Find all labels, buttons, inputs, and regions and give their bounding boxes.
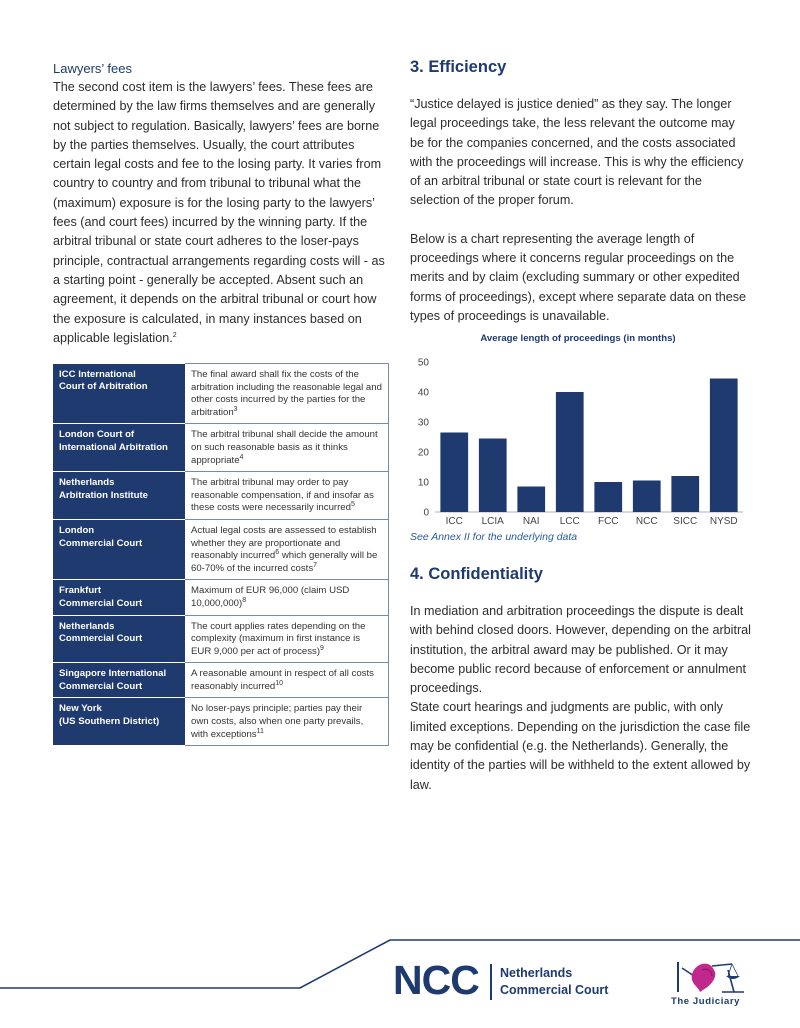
institution-name-line1: Netherlands <box>59 477 115 489</box>
cost-rule-cell <box>185 472 389 520</box>
x-tick-label: ICC <box>445 516 463 527</box>
x-tick-label: NYSD <box>709 516 738 527</box>
x-tick-label: FCC <box>597 516 619 527</box>
institution-name-line1: Singapore International <box>59 668 167 680</box>
right-column <box>410 56 750 326</box>
institution-cell <box>53 580 185 615</box>
ncc-logo-divider <box>490 964 492 1000</box>
cost-rule-cell <box>185 615 389 663</box>
institution-name-line2: (US Southern District) <box>59 716 160 728</box>
institution-cell <box>53 424 185 472</box>
institution-cell <box>53 472 185 520</box>
efficiency-heading: 3. Efficiency <box>410 58 507 76</box>
bar-lcia <box>479 439 507 513</box>
institution-name-line2: Commercial Court <box>59 597 143 609</box>
lawyers-fees-paragraph: The second cost item is the lawyers’ fees. These fees are determined by the law firms themselves and are generally not subject to regulation. Basically, lawyers’ fees are borne by the parties themselves. Usually, the court attributes certain legal costs and fee to the losing party. It varies from country to country and from tribunal to tribunal what the (maximum) exposure is for the losing party to the lawyers’ fees (and court fees) incurred by the winning party. If the arbitral tribunal or state court adheres to the loser-pays principle, contractual arrangements regarding costs will - as a starting point - generally be accepted. Absent such an agreement, it depends on the arbitral tribunal or court how the exposure is calculated, in many instances based on applicable legislation.$^2$ <box>53 80 385 345</box>
bar-nysd <box>710 379 738 513</box>
table-row <box>53 364 389 424</box>
institution-cell <box>53 364 185 424</box>
cost-rule-text: Actual legal costs are assessed to establish whether they are proportionate and reasonably incurred <box>191 524 377 562</box>
cost-rule-cell <box>185 580 389 615</box>
table-row <box>53 519 389 579</box>
institution-cell <box>53 698 185 746</box>
lawyers-fees-subheading: Lawyers’ fees <box>53 61 132 76</box>
table-row <box>53 615 389 663</box>
table-row <box>53 698 389 746</box>
footnote-ref[interactable]: 4 <box>239 453 244 461</box>
footnote-ref[interactable]: 11 <box>256 727 264 735</box>
ncc-logo-line1: Netherlands <box>500 966 573 980</box>
footnote-ref[interactable]: 2 <box>172 331 177 339</box>
institution-name-line1: Netherlands <box>59 620 115 632</box>
y-tick-label: 40 <box>417 387 429 399</box>
cost-rule-text: The arbitral tribunal may order to pay reasonable compensation, if and insofar as these costs were necessarily incurred <box>191 477 374 514</box>
x-tick-label: SICC <box>673 516 698 527</box>
institution-name-line1: ICC International <box>59 368 136 380</box>
y-tick-label: 50 <box>417 357 429 369</box>
cost-rule-cell <box>185 519 389 579</box>
left-column <box>53 56 389 348</box>
institution-cell <box>53 663 185 698</box>
bar-sicc <box>671 476 699 512</box>
institution-name-line2: Commercial Court <box>59 633 143 645</box>
institution-name-line1: London <box>59 524 95 536</box>
footnote-ref[interactable]: 7 <box>313 561 318 569</box>
proceedings-length-bar-chart <box>405 350 745 530</box>
y-tick-label: 20 <box>417 447 429 459</box>
confidentiality-paragraph-1: In mediation and arbitration proceedings the dispute is dealt with behind closed doors. However, depending on the arbitral institution, the arbitral award may be published. Or it may become public record because of enforcement or annulment proceedings. <box>410 604 751 696</box>
confidentiality-heading: 4. Confidentiality <box>410 565 543 583</box>
institution-cell <box>53 615 185 663</box>
footnote-ref[interactable]: 6 <box>275 548 280 556</box>
institution-name-line2: International Arbitration <box>59 441 168 453</box>
table-row <box>53 424 389 472</box>
judiciary-label: The Judiciary <box>671 996 741 1007</box>
lawyers-fees-table <box>53 363 389 746</box>
y-tick-label: 10 <box>417 477 429 489</box>
footnote-ref[interactable]: 9 <box>320 644 324 652</box>
cost-rule-text: No loser-pays principle; parties pay their own costs, also when one party prevails, with exceptions <box>191 703 364 740</box>
chart-title: Average length of proceedings (in months) <box>480 333 676 344</box>
x-tick-label: LCIA <box>481 516 504 527</box>
institution-name-line1: Frankfurt <box>59 585 102 597</box>
confidentiality-paragraph-2: State court hearings and judgments are public, with only limited exceptions. Depending on the jurisdiction the case file may be confidential (e.g. the Netherlands). Generally, the identity of the parties will be withheld to the extent allowed by law. <box>410 700 751 792</box>
cost-rule-text: A reasonable amount in respect of all costs reasonably incurred <box>191 668 374 692</box>
cost-rule-cell <box>185 698 389 746</box>
bar-ncc <box>633 481 661 513</box>
footnote-ref[interactable]: 3 <box>233 405 238 413</box>
bar-fcc <box>594 482 622 512</box>
ncc-logo-line2: Commercial Court <box>500 983 609 997</box>
institution-name-line2: Court of Arbitration <box>59 381 148 393</box>
cost-rule-text: The arbitral tribunal shall decide the amount on such reasonable basis as it thinks appropriate <box>191 429 378 466</box>
x-tick-label: LCC <box>559 516 580 527</box>
x-tick-label: NCC <box>635 516 658 527</box>
cost-rule-text: The final award shall fix the costs of the arbitration including the reasonable legal and other costs incurred by the parties for the arbitration <box>191 369 382 418</box>
table-row <box>53 472 389 520</box>
annex-note: See Annex II for the underlying data <box>410 531 578 543</box>
institution-cell <box>53 519 185 579</box>
efficiency-paragraph-1: “Justice delayed is justice denied” as they say. The longer legal proceedings take, the less relevant the outcome may be for the companies concerned, and the costs associated with the proceedings will increase. This is why the efficiency of an arbitral tribunal or state court is relevant for the selection of the proper forum. <box>410 97 744 208</box>
cost-rule-cell <box>185 364 389 424</box>
x-tick-label: NAI <box>522 516 540 527</box>
bar-icc <box>440 433 468 513</box>
efficiency-paragraph-2: Below is a chart representing the average length of proceedings where it concerns regular proceedings on the merits and by claim (excluding summary or other expedited forms of proceedings), except where separate data on these types of proceedings is unavailable. <box>410 231 747 323</box>
ncc-logo-abbr: NCC <box>393 957 479 1003</box>
footnote-ref[interactable]: 8 <box>242 596 247 604</box>
institution-name-line1: New York <box>59 703 102 715</box>
cost-rule-text: Maximum of EUR 96,000 (claim USD 10,000,000) <box>191 585 350 609</box>
cost-rule-text-cont: which generally will be 60-70% of the incurred costs <box>191 550 378 574</box>
cost-rule-cell <box>185 663 389 698</box>
institution-name-line2: Arbitration Institute <box>59 489 149 501</box>
footnote-ref[interactable]: 5 <box>350 501 355 509</box>
institution-name-line2: Commercial Court <box>59 537 143 549</box>
institution-name-line2: Commercial Court <box>59 680 143 692</box>
y-tick-label: 30 <box>417 417 429 429</box>
institution-name-line1: London Court of <box>59 429 135 441</box>
cost-rule-cell <box>185 424 389 472</box>
footnote-ref[interactable]: 10 <box>275 679 284 687</box>
table-row <box>53 580 389 615</box>
y-tick-label: 0 <box>423 507 429 519</box>
confidentiality-section <box>410 563 755 795</box>
cost-rule-text: The court applies rates depending on the complexity (maximum in first instance is EUR 9,000 per act of process) <box>191 620 366 657</box>
bar-lcc <box>556 392 584 512</box>
bar-nai <box>517 487 545 513</box>
table-row <box>53 663 389 698</box>
